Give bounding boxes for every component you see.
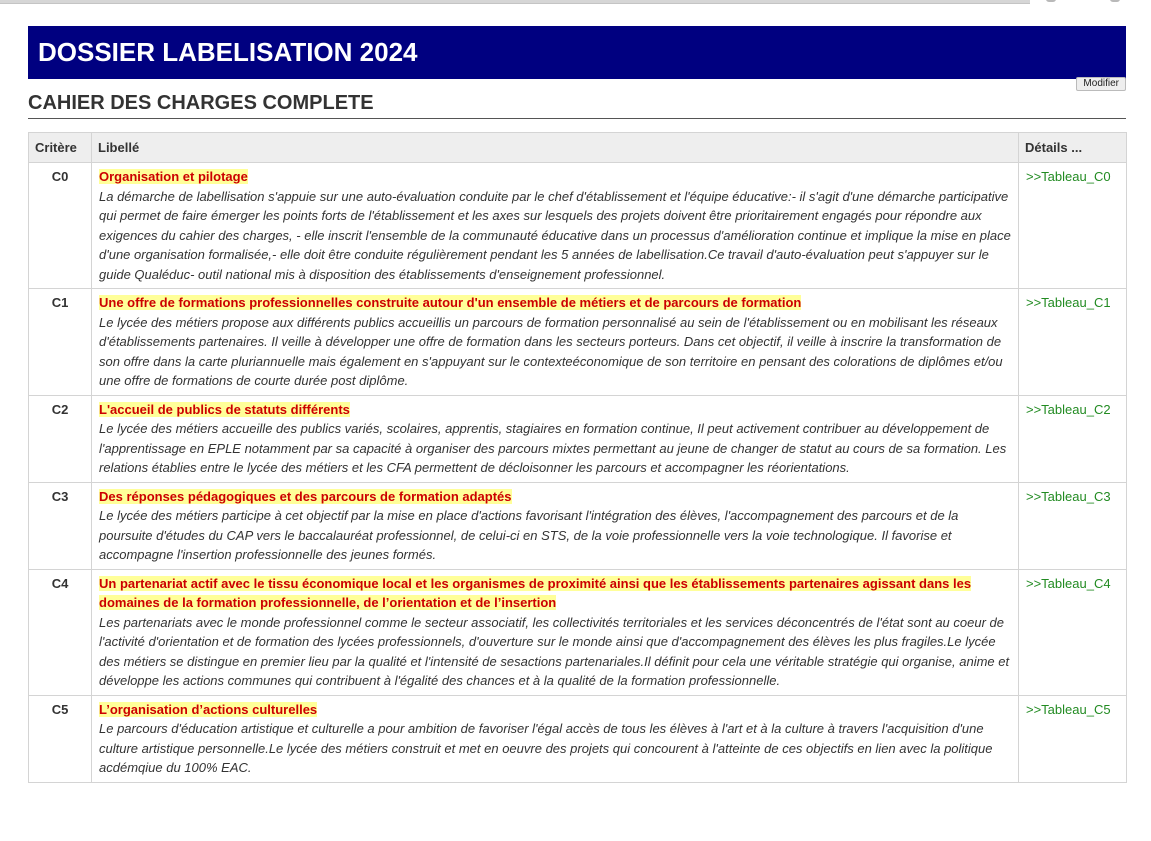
criteria-title: Une offre de formations professionnelles construite autour d'un ensemble de métiers et de parcours de formation <box>99 295 802 310</box>
details-cell <box>1019 482 1127 569</box>
table-row <box>29 695 1127 782</box>
criteria-code: C0 <box>29 163 92 289</box>
table-row <box>29 482 1127 569</box>
criteria-description: Les partenariats avec le monde professionnel comme le secteur associatif, les collectivités territoriales et les services déconcentrés de l'état sont au coeur de l'activité d'orientation et de formation des lycées professionnels, d'ouverture sur le monde ainsi que d'accompagnement des élèves les plus fragiles.Le lycée des métiers se distingue en premier lieu par la qualité et l'intensité de sesactions partenariales.Il définit pour cela une véritable stratégie qui organise, anime et développe les actions communes qui contribuent à l'égalité des chances et à la qualité de la formation professionnelle. <box>99 614 1010 688</box>
criteria-description: Le lycée des métiers participe à cet objectif par la mise en place d'actions favorisant l'intégration des élèves, l'accompagnement des parcours et de la poursuite d'études du CAP vers le baccalauréat professionnel, de celui-ci en STS, de la voie professionnelle vers la voie technologique. Il favorise et accompagne l'insertion professionnelle des jeunes formés. <box>99 508 959 562</box>
criteria-description: La démarche de labellisation s'appuie sur une auto-évaluation conduite par le chef d'établissement et l'équipe éducative:- il s'agit d'une démarche participative qui permet de faire émerger les points forts de l'établissement et les axes sur lesquels des projets doivent être prioritairement engagés pour répondre aux exigences du cahier des charges, - elle inscrit l'ensemble de la communauté éducative dans un processus d'amélioration continue et implique la mise en place d'une organisation formalisée,- elle doit être conduite régulièrement pendant les 5 années de labellisation.Ce travail d'auto-évaluation peut s'appuyer sur le guide Qualéduc- outil national mis à disposition des établissements d'enseignement professionnel. <box>99 188 1011 282</box>
criteria-label-cell <box>92 289 1019 396</box>
tableau-link[interactable]: >>Tableau_C2 <box>1026 401 1111 417</box>
criteria-description: Le parcours d'éducation artistique et culturelle a pour ambition de favoriser l'égal accès de tous les élèves à l'art et à la culture à travers l'acquisition d'une culture artistique personnelle.Le lycée des métiers construit et met en oeuvre des projets qui concourent à l'atteinte de ces objectifs en lien avec la politique acdémqiue du 100% EAC. <box>99 721 993 775</box>
tableau-link[interactable]: >>Tableau_C3 <box>1026 488 1111 504</box>
criteria-title: L'accueil de publics de statuts différents <box>99 401 350 417</box>
modify-button[interactable]: Modifier <box>1076 77 1126 91</box>
tableau-link[interactable]: >>Tableau_C5 <box>1026 701 1111 717</box>
details-cell <box>1019 289 1127 396</box>
criteria-code: C4 <box>29 569 92 695</box>
criteria-code: C3 <box>29 482 92 569</box>
criteria-title: Organisation et pilotage <box>99 169 248 184</box>
criteria-code: C2 <box>29 395 92 482</box>
criteria-label-cell <box>92 395 1019 482</box>
criteria-code: C1 <box>29 289 92 396</box>
details-cell <box>1019 695 1127 782</box>
details-cell <box>1019 395 1127 482</box>
criteria-label-cell <box>92 163 1019 289</box>
tableau-link[interactable]: >>Tableau_C4 <box>1026 575 1111 591</box>
criteria-description: Le lycée des métiers propose aux différents publics accueillis un parcours de formation personnalisé au sein de l'établissement ou en mobilisant les réseaux d'établissements partenaires. Il veille à développer une offre de formation dans les secteurs porteurs. Dans cet objectif, il veille à inscrire la transformation de son offre dans la carte pluriannuelle mais également en s'appuyant sur le contexteéconomique de son territoire en pensant des colorations de diplômes et/ou une offre de formations de courte durée post diplôme. <box>99 314 1003 388</box>
table-row <box>29 289 1127 396</box>
top-edge-mark <box>1110 0 1120 2</box>
criteria-title: L’organisation d’actions culturelles <box>99 701 318 717</box>
table-header-row <box>29 133 1127 163</box>
header-criteria: Critère <box>29 133 92 163</box>
tableau-link[interactable]: >>Tableau_C0 <box>1026 169 1111 184</box>
top-edge-mark <box>1046 0 1056 2</box>
table-row <box>29 395 1127 482</box>
section-title: CAHIER DES CHARGES COMPLETE <box>28 92 1126 119</box>
criteria-label-cell <box>92 695 1019 782</box>
details-cell <box>1019 163 1127 289</box>
header-details: Détails ... <box>1019 133 1127 163</box>
details-cell <box>1019 569 1127 695</box>
table-row <box>29 569 1127 695</box>
page-header <box>28 26 1126 79</box>
criteria-code: C5 <box>29 695 92 782</box>
top-border <box>0 0 1030 4</box>
header-label: Libellé <box>92 133 1019 163</box>
criteria-table <box>28 132 1127 783</box>
criteria-title: Des réponses pédagogiques et des parcours de formation adaptés <box>99 488 512 504</box>
tableau-link[interactable]: >>Tableau_C1 <box>1026 295 1111 310</box>
page-title: DOSSIER LABELISATION 2024 <box>38 37 418 67</box>
criteria-label-cell <box>92 569 1019 695</box>
criteria-label-cell <box>92 482 1019 569</box>
criteria-description: Le lycée des métiers accueille des publics variés, scolaires, apprentis, stagiaires en formation continue, Il peut activement contribuer au développement de l'apprentissage en EPLE notamment par sa capacité à organiser des parcours mixtes permettant au jeune de changer de statut au cours de sa formation. Les relations établies entre le lycée des métiers et les CFA permettent de décloisonner les parcours et accompagner les réorientations. <box>99 421 1007 475</box>
criteria-table-wrapper <box>28 132 1126 783</box>
table-row <box>29 163 1127 289</box>
criteria-title: Un partenariat actif avec le tissu économique local et les organismes de proximité ainsi que les établissements partenaires agissant dans les domaines de la formation professionnelle, de l’orientation et de l’insertion <box>99 575 972 610</box>
